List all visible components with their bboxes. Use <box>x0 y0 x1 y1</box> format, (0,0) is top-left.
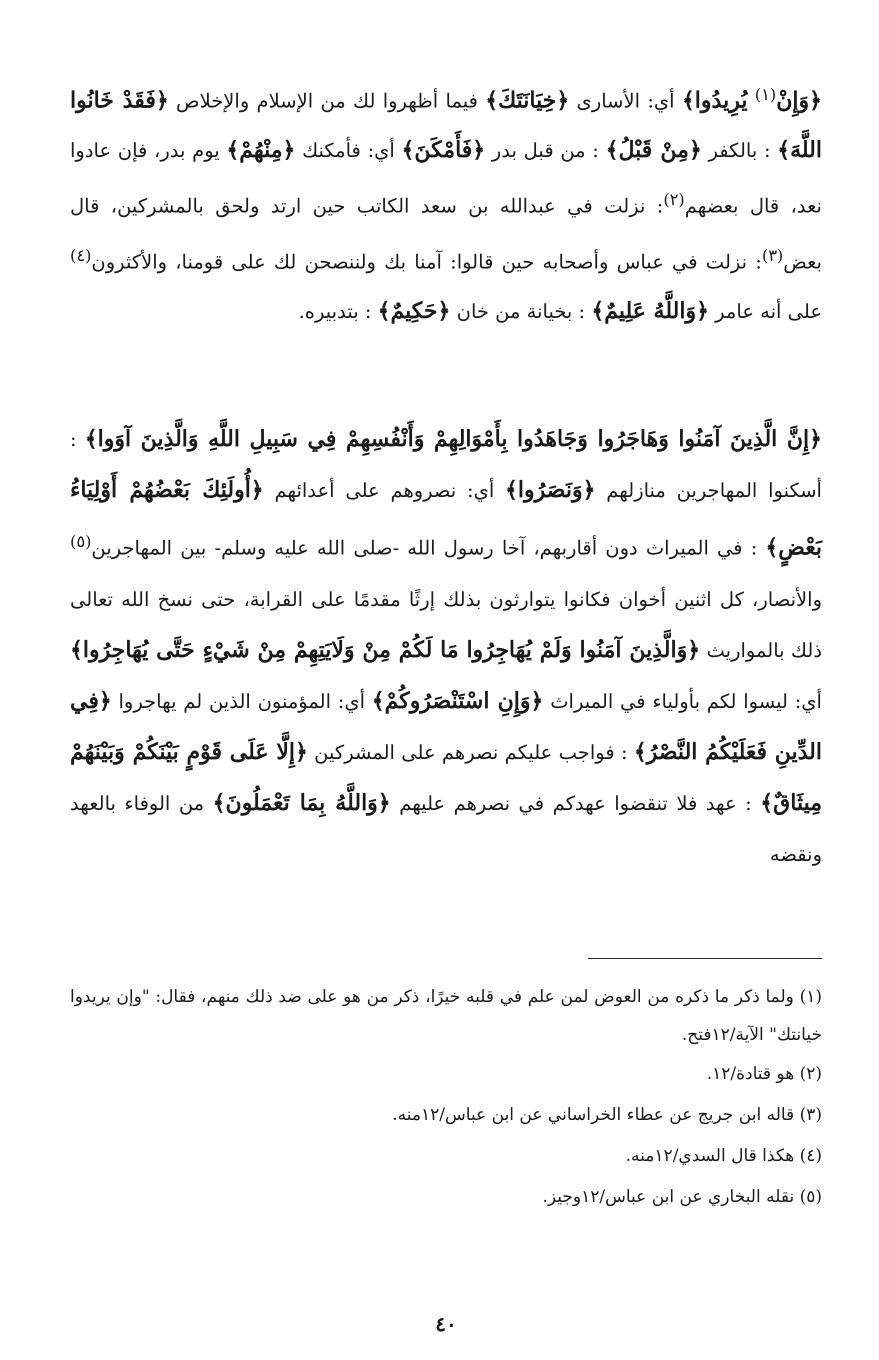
commentary-text: أي: الأسارى <box>569 89 682 113</box>
quran-segment: ﴿حَكِيمٌ﴾ <box>377 298 451 325</box>
quran-segment: ﴿وَالَّذِينَ آمَنُوا وَلَمْ يُهَاجِرُوا مَا لَكُمْ مِنْ وَلَايَتِهِمْ مِنْ شَيْءٍ حَتَّى يُهَاجِرُوا﴾ <box>70 636 701 663</box>
footnote-3: (٣) قاله ابن جريج عن عطاء الخراساني عن ابن عباس/١٢منه. <box>392 1105 822 1125</box>
commentary-text: يوم بدر، فإن عادوا نعد، قال بعضهم <box>70 138 822 218</box>
footnote-2: (٢) هو قتادة/١٢. <box>706 1064 822 1084</box>
quran-segment: ﴿فَأَمْكَنَ﴾ <box>401 136 486 163</box>
commentary-text: أي: نصروهم على أعدائهم <box>263 479 506 502</box>
quran-segment: يُرِيدُوا﴾ <box>681 87 748 114</box>
commentary-text: على أنه عامر <box>708 300 822 324</box>
footnote-1: (١) ولما ذكر ما ذكره من العوض لمن علم في قلبه خيرًا، ذكر من هو على ضد ذلك منهم، فقال: "وإن يريدوا خيانتك" الآية/١٢فتح. <box>70 987 822 1045</box>
commentary-text: والأنصار، كل اثنين أخوان فكانوا يتوارثون بذلك إرثًا مقدمًا على القرابة، حتى نسخ الله تعالى ذلك بالمواريث <box>70 587 822 662</box>
quran-segment: ﴿مِنْهُمْ﴾ <box>226 136 296 163</box>
footnote-ref: (٣) <box>761 246 784 266</box>
footnote-ref: (٥) <box>70 532 92 551</box>
quran-segment: ﴿فَقَدْ خَانُوا اللَّهَ﴾ <box>70 87 822 163</box>
quran-segment: ﴿وَاللَّهُ عَلِيمٌ﴾ <box>591 298 709 325</box>
quran-segment: ﴿مِنْ قَبْلُ﴾ <box>605 136 702 163</box>
tafsir-paragraph-1 <box>70 70 822 337</box>
footnote-separator <box>588 958 822 959</box>
footnote-5: (٥) نقله البخاري عن ابن عباس/١٢وجيز. <box>542 1187 822 1207</box>
commentary-text: : بالكفر <box>701 138 778 162</box>
commentary-text: فيما أظهروا لك من الإسلام والإخلاص <box>168 89 486 113</box>
quran-segment: ﴿خِيَانَتَكَ﴾ <box>485 87 570 114</box>
commentary-text: : أسكنوا المهاجرين منازلهم <box>70 428 822 502</box>
quran-segment: ﴿أُولَئِكَ بَعْضُهُمْ أَوْلِيَاءُ بَعْضٍ﴾ <box>70 477 822 561</box>
footnote-4: (٤) هكذا قال السدي/١٢منه. <box>625 1146 822 1166</box>
commentary-text: : من قبل بدر <box>485 138 606 162</box>
footnote-ref: (١) <box>754 85 777 104</box>
footnote-ref: (٤) <box>70 246 92 266</box>
quran-segment: ﴿وَاللَّهُ بِمَا تَعْمَلُونَ﴾ <box>212 789 391 816</box>
commentary-text: : في الميراث دون أقاربهم، آخا رسول الله -صلى الله عليه وسلم- بين المهاجرين <box>91 536 766 560</box>
commentary-text: أي: فأمكنك <box>295 138 402 162</box>
footnotes <box>70 978 822 1218</box>
commentary-text: : نزلت في عبدالله بن سعد الكاتب حين ارتد ولحق بالمشركين، قال بعض <box>70 194 822 274</box>
quran-segment: ﴿إِلَّا عَلَى قَوْمٍ بَيْنَكُمْ وَبَيْنَهُمْ مِيثَاقٌ﴾ <box>70 738 823 816</box>
document-page <box>70 0 822 1360</box>
commentary-text: : بتدبيره. <box>298 300 378 324</box>
commentary-text: أي: المؤمنون الذين لم يهاجروا <box>111 689 372 713</box>
quran-segment: ﴿وَإِنْ <box>776 87 822 114</box>
commentary-text: : بخيانة من خان <box>450 300 592 324</box>
commentary-text: : فواجب عليكم نصرهم على المشركين <box>307 740 634 764</box>
commentary-text: أي: ليسوا لكم بأولياء في الميراث <box>543 689 822 713</box>
commentary-text: : عهد فلا تنقضوا عهدكم في نصرهم عليهم <box>390 791 761 815</box>
footnote-ref: (٢) <box>663 190 685 210</box>
tafsir-paragraph-2 <box>70 414 822 880</box>
quran-segment: ﴿إِنَّ الَّذِينَ آمَنُوا وَهَاجَرُوا وَجَاهَدُوا بِأَمْوَالِهِمْ وَأَنْفُسِهِمْ فِي سَبِيلِ اللَّهِ وَالَّذِينَ آوَوا﴾ <box>84 426 822 452</box>
page-number: ٤٠ <box>435 1312 457 1336</box>
quran-segment: ﴿وَإِنِ اسْتَنْصَرُوكُمْ﴾ <box>371 687 544 714</box>
quran-segment: ﴿فِي الدِّينِ فَعَلَيْكُمُ النَّصْرُ﴾ <box>70 687 822 765</box>
commentary-text: من الوفاء بالعهد ونقضه <box>70 791 822 866</box>
commentary-text: : نزلت في عباس وأصحابه حين قالوا: آمنا بك ولننصحن لك على قومنا، والأكثرون <box>91 250 762 274</box>
quran-segment: ﴿وَنَصَرُوا﴾ <box>505 477 596 503</box>
